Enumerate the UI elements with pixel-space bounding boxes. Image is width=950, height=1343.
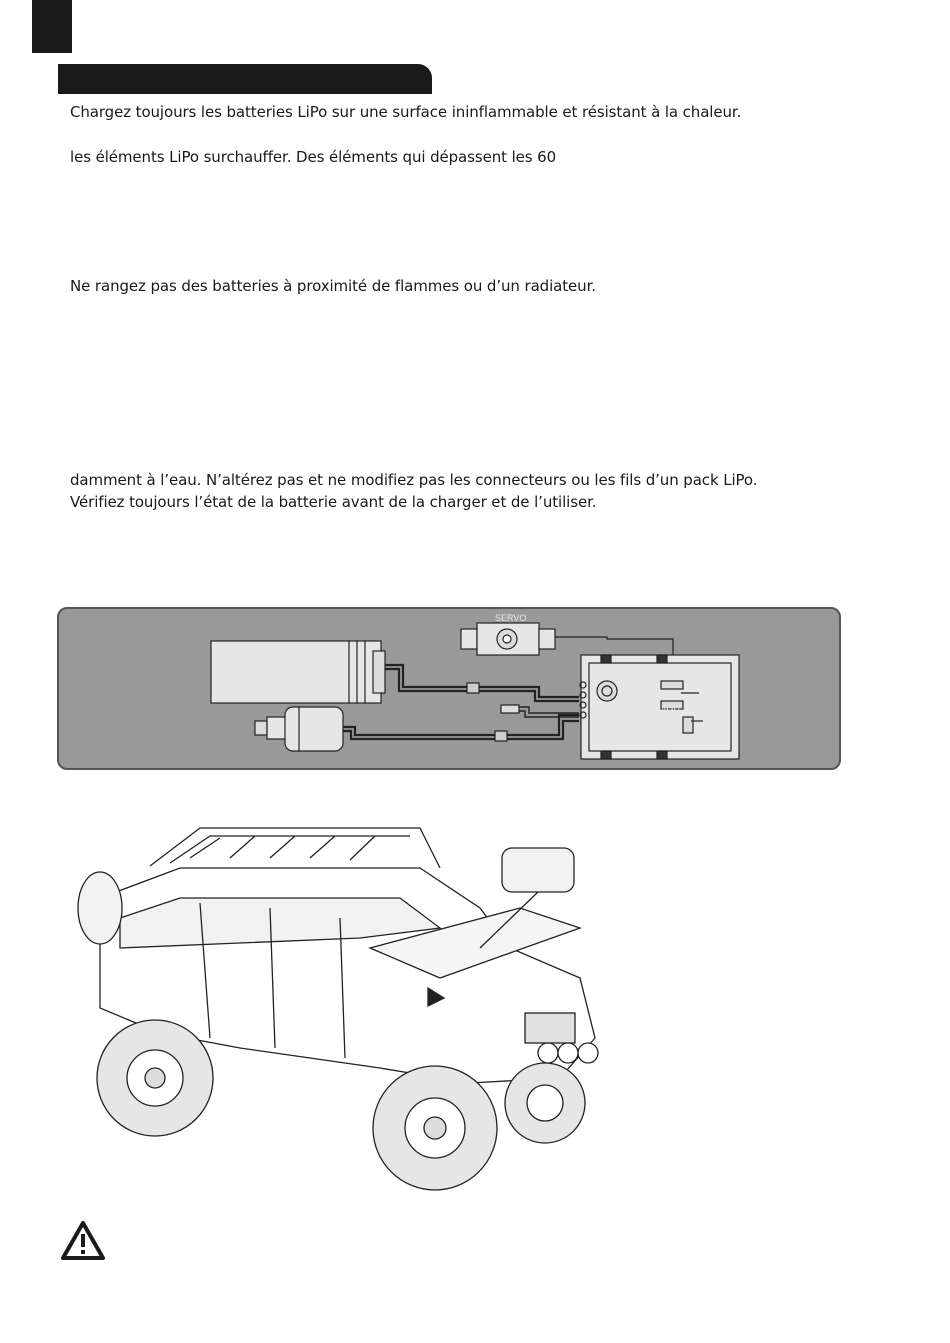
motor	[255, 707, 343, 751]
wiring-diagram-panel	[57, 607, 841, 770]
wiring-diagram	[59, 609, 839, 768]
paragraph-storage: Ne rangez pas des batteries à proximité de flammes ou d’un radiateur.	[70, 277, 596, 295]
paragraph-charge-surface: Chargez toujours les batteries LiPo sur une surface ininflammable et résistant à la chaleur.	[70, 103, 742, 121]
bind-label: BIND	[707, 713, 729, 723]
nimh-label: NIMH	[657, 707, 680, 717]
paragraph-overheat: les éléments LiPo surchauffer. Des éléments qui dépassent les 60	[70, 148, 557, 166]
section-header-bar	[58, 64, 432, 94]
servo	[461, 623, 555, 655]
rc-car-illustration	[60, 808, 620, 1198]
battery-pack	[211, 641, 385, 703]
warning-triangle-icon	[60, 1220, 106, 1262]
paragraph-water-line2: Vérifiez toujours l’état de la batterie avant de la charger et de l’utiliser.	[70, 493, 597, 511]
lipo-label: Lipo	[703, 683, 721, 693]
paragraph-water-line1: damment à l’eau. N’altérez pas et ne modifiez pas les connecteurs ou les fils d’un pack LiPo.	[70, 471, 758, 489]
servo-label: SERVO	[495, 613, 527, 623]
page-corner-tab	[32, 0, 72, 53]
pcb-label: PCB	[631, 703, 650, 713]
